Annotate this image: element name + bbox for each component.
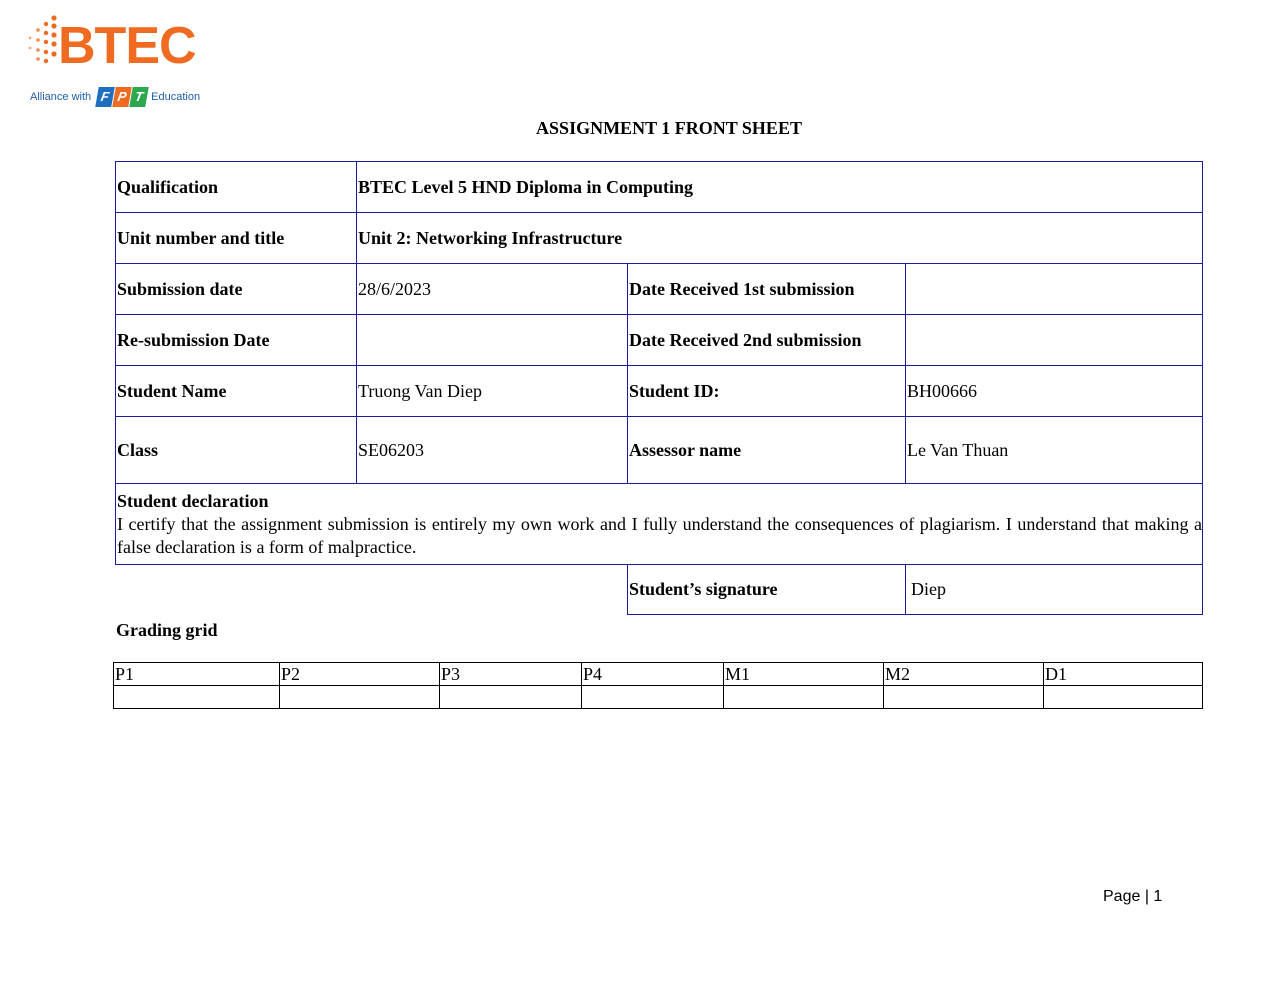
assessor-value: Le Van Thuan: [906, 417, 1203, 484]
grade-value-p2: [280, 686, 440, 709]
fpt-letter-p: P: [112, 87, 132, 107]
page-number: Page | 1: [1103, 888, 1163, 905]
student-id-label: Student ID:: [628, 366, 906, 417]
signature-value: Diep: [906, 565, 1203, 615]
front-sheet-table: [115, 161, 1203, 615]
submission-date-value: 28/6/2023: [357, 264, 628, 315]
received-1st-label: Date Received 1st submission: [628, 264, 906, 315]
logo-education-text: Education: [151, 91, 201, 103]
signature-label: Student’s signature: [628, 565, 906, 615]
resubmission-value: [357, 315, 628, 366]
declaration-cell: [116, 484, 1203, 565]
grade-value-p1: [114, 686, 280, 709]
btec-logo: [24, 14, 204, 114]
grade-header-m1: M1: [724, 663, 884, 686]
class-value: SE06203: [357, 417, 628, 484]
student-name-label: Student Name: [116, 366, 357, 417]
fpt-letter-f: F: [95, 87, 115, 107]
qualification-label: Qualification: [116, 162, 357, 213]
grade-header-p1: P1: [114, 663, 280, 686]
grade-value-p4: [582, 686, 724, 709]
received-2nd-value: [906, 315, 1203, 366]
document-title: ASSIGNMENT 1 FRONT SHEET: [536, 118, 802, 138]
grade-value-p3: [440, 686, 582, 709]
grade-header-p2: P2: [280, 663, 440, 686]
grade-header-d1: D1: [1044, 663, 1203, 686]
submission-date-label: Submission date: [116, 264, 357, 315]
table-row: [116, 484, 1203, 565]
grading-grid: [113, 662, 1203, 709]
assessor-label: Assessor name: [628, 417, 906, 484]
table-row: [116, 315, 1203, 366]
logo-alliance-row: [30, 84, 200, 110]
logo-brand-text: BTEC: [58, 17, 196, 75]
table-row: [116, 213, 1203, 264]
grade-header-p3: P3: [440, 663, 582, 686]
table-row: [116, 162, 1203, 213]
declaration-text: I certify that the assignment submission is entirely my own work and I fully understand the consequences of plagiarism. I understand that making a false declaration is a form of malpractice.: [117, 513, 1203, 557]
grade-header-p4: P4: [582, 663, 724, 686]
received-1st-value: [906, 264, 1203, 315]
fpt-letter-t: T: [129, 87, 149, 107]
grade-value-m2: [884, 686, 1044, 709]
student-id-value: BH00666: [906, 366, 1203, 417]
logo-alliance-text: Alliance with: [30, 91, 92, 103]
grading-grid-title: Grading grid: [116, 620, 218, 640]
declaration-title: Student declaration: [117, 490, 269, 511]
grade-value-m1: [724, 686, 884, 709]
fpt-logo: [97, 87, 148, 107]
grade-header-m2: M2: [884, 663, 1044, 686]
resubmission-label: Re-submission Date: [116, 315, 357, 366]
grade-value-d1: [1044, 686, 1203, 709]
table-row: [116, 366, 1203, 417]
received-2nd-label: Date Received 2nd submission: [628, 315, 906, 366]
table-row: [116, 264, 1203, 315]
table-row: [116, 565, 1203, 615]
student-name-value: Truong Van Diep: [357, 366, 628, 417]
class-label: Class: [116, 417, 357, 484]
qualification-value: BTEC Level 5 HND Diploma in Computing: [357, 162, 1203, 213]
blank-cell: [116, 565, 628, 615]
grading-value-row: [114, 686, 1203, 709]
grading-header-row: [114, 663, 1203, 686]
unit-value: Unit 2: Networking Infrastructure: [357, 213, 1203, 264]
unit-label: Unit number and title: [116, 213, 357, 264]
table-row: [116, 417, 1203, 484]
